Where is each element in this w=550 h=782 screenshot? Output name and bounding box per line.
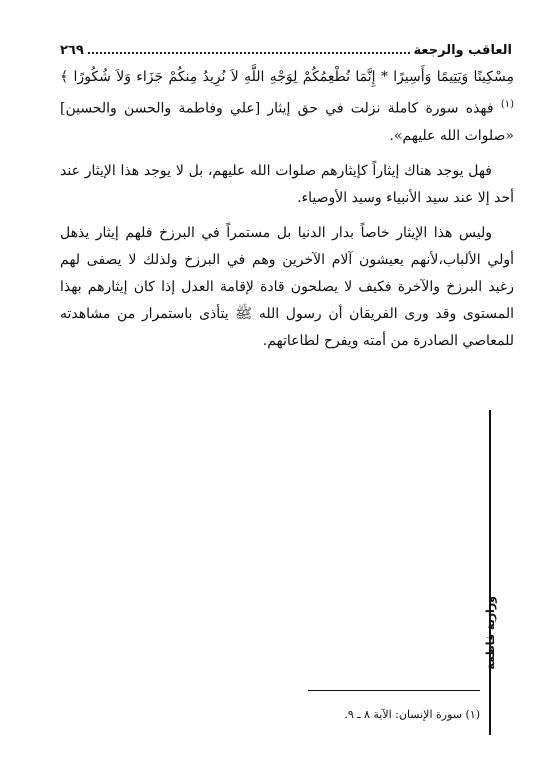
footnote-reference: (١): [500, 99, 514, 110]
quran-verse: مِسْكِينًا وَيَتِيمًا وَأَسِيرًا * إِنَّمَا نُطْعِمُكُمْ لِوَجْهِ اللَّهِ لاَ نُرِيدُ مِنكُمْ جَزَاء وَلاَ شُكُورًا ﴾: [60, 69, 514, 85]
page-number: ٢٦٩: [60, 43, 84, 58]
paragraph-1-text: فهذه سورة كاملة نزلت في حق إيثار [علي وفاطمة والحسن والحسين] «صلوات الله عليهم».: [60, 100, 514, 144]
side-book-label: ورازية فاطمة: [484, 596, 497, 670]
running-header: [60, 38, 512, 58]
paragraph-1: [60, 64, 514, 150]
paragraph-3: وليس هذا الإيثار خاصاً بدار الدنيا بل مستمراً في البرزخ فلهم إيثار يذهل أولي الألباب،لأنهم يعيشون آلام الآخرين وهم في البرزخ ولذلك لا يصفى لهم رغيد البرزخ والآخرة فكيف لا يصلحون قادة لإقامة العدل إذا كان إيثارهم بهذا المستوى وقد ورى الفريقان أن رسول الله ﷺ يتأذى باستمرار من مشاهدته للمعاصي الصادرة من أمته ويفرح لطاعاتهم.: [60, 224, 514, 349]
body-text: [60, 64, 514, 363]
paragraph-2: فهل يوجد هناك إيثاراً كإيثارهم صلوات الله عليهم، بل لا يوجد هذا الإيثار عند أحد إلا عند سيد الأنبياء وسيد الأوصياء.: [60, 162, 514, 206]
running-header-title: العاقب والرجعة: [413, 43, 512, 58]
footnote-separator: [308, 690, 480, 691]
header-dot-leader: [88, 52, 410, 54]
footnote: (١) سورة الإنسان: الآية ٨ ـ ٩.: [344, 708, 480, 721]
margin-vertical-rule: [489, 410, 491, 735]
